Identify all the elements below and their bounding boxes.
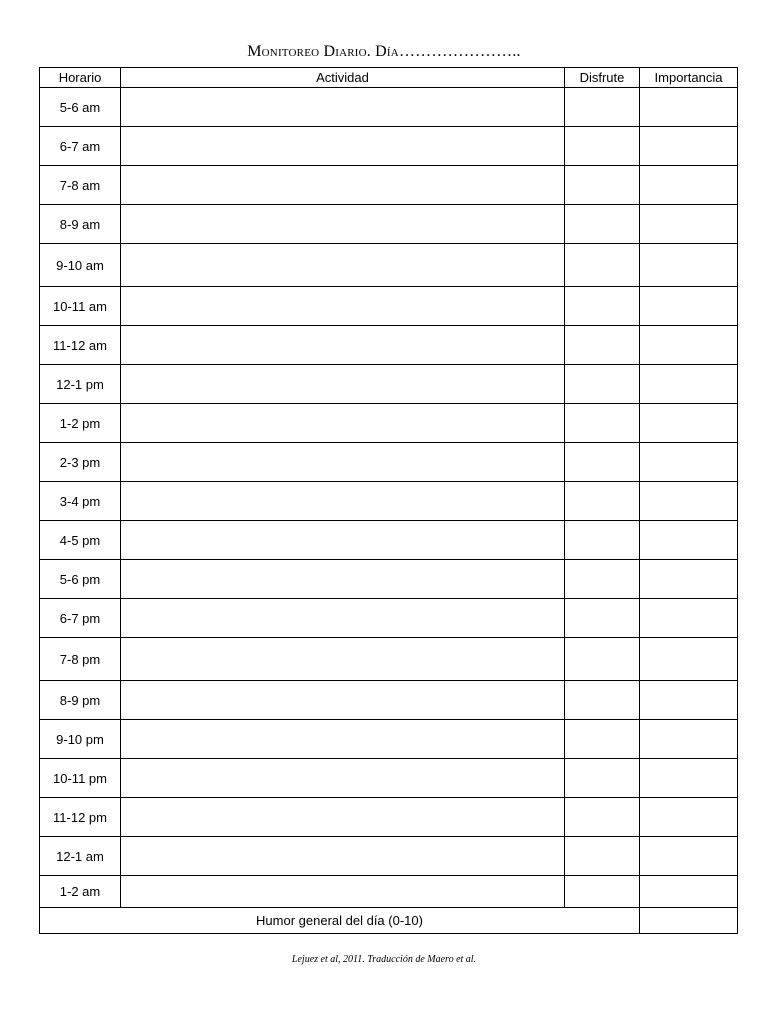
table-row [40, 798, 738, 837]
enjoyment-cell[interactable] [565, 166, 640, 205]
enjoyment-cell[interactable] [565, 521, 640, 560]
table-row [40, 166, 738, 205]
time-slot-label: 3-4 pm [40, 482, 121, 521]
column-header-enjoyment: Disfrute [565, 68, 640, 88]
table-row [40, 681, 738, 720]
enjoyment-cell[interactable] [565, 599, 640, 638]
activity-cell[interactable] [121, 127, 565, 166]
importance-cell[interactable] [640, 287, 738, 326]
importance-cell[interactable] [640, 560, 738, 599]
importance-cell[interactable] [640, 798, 738, 837]
activity-cell[interactable] [121, 876, 565, 908]
activity-cell[interactable] [121, 720, 565, 759]
time-slot-label: 11-12 pm [40, 798, 121, 837]
importance-cell[interactable] [640, 837, 738, 876]
table-body [40, 88, 738, 908]
activity-log-table [39, 67, 738, 934]
time-slot-label: 6-7 am [40, 127, 121, 166]
table-row [40, 599, 738, 638]
mood-cell[interactable] [640, 908, 738, 934]
activity-cell[interactable] [121, 560, 565, 599]
activity-cell[interactable] [121, 638, 565, 681]
time-slot-label: 6-7 pm [40, 599, 121, 638]
table-row [40, 205, 738, 244]
importance-cell[interactable] [640, 599, 738, 638]
time-slot-label: 7-8 pm [40, 638, 121, 681]
activity-cell[interactable] [121, 365, 565, 404]
importance-cell[interactable] [640, 166, 738, 205]
time-slot-label: 8-9 am [40, 205, 121, 244]
importance-cell[interactable] [640, 365, 738, 404]
table-row [40, 443, 738, 482]
activity-cell[interactable] [121, 244, 565, 287]
time-slot-label: 1-2 pm [40, 404, 121, 443]
enjoyment-cell[interactable] [565, 837, 640, 876]
column-header-time: Horario [40, 68, 121, 88]
importance-cell[interactable] [640, 205, 738, 244]
mood-row [40, 908, 738, 934]
table-row [40, 365, 738, 404]
activity-cell[interactable] [121, 287, 565, 326]
time-slot-label: 4-5 pm [40, 521, 121, 560]
activity-cell[interactable] [121, 837, 565, 876]
enjoyment-cell[interactable] [565, 798, 640, 837]
enjoyment-cell[interactable] [565, 720, 640, 759]
enjoyment-cell[interactable] [565, 127, 640, 166]
importance-cell[interactable] [640, 720, 738, 759]
enjoyment-cell[interactable] [565, 638, 640, 681]
time-slot-label: 10-11 am [40, 287, 121, 326]
time-slot-label: 2-3 pm [40, 443, 121, 482]
time-slot-label: 1-2 am [40, 876, 121, 908]
activity-cell[interactable] [121, 681, 565, 720]
enjoyment-cell[interactable] [565, 326, 640, 365]
enjoyment-cell[interactable] [565, 205, 640, 244]
table-row [40, 244, 738, 287]
table-row [40, 287, 738, 326]
importance-cell[interactable] [640, 88, 738, 127]
importance-cell[interactable] [640, 482, 738, 521]
table-row [40, 759, 738, 798]
mood-label: Humor general del día (0-10) [40, 908, 640, 934]
header-row [40, 68, 738, 88]
column-header-importance: Importancia [640, 68, 738, 88]
enjoyment-cell[interactable] [565, 759, 640, 798]
enjoyment-cell[interactable] [565, 244, 640, 287]
importance-cell[interactable] [640, 876, 738, 908]
activity-cell[interactable] [121, 599, 565, 638]
enjoyment-cell[interactable] [565, 482, 640, 521]
time-slot-label: 10-11 pm [40, 759, 121, 798]
activity-cell[interactable] [121, 326, 565, 365]
activity-cell[interactable] [121, 759, 565, 798]
activity-cell[interactable] [121, 521, 565, 560]
enjoyment-cell[interactable] [565, 287, 640, 326]
activity-cell[interactable] [121, 482, 565, 521]
importance-cell[interactable] [640, 638, 738, 681]
time-slot-label: 9-10 pm [40, 720, 121, 759]
time-slot-label: 7-8 am [40, 166, 121, 205]
activity-cell[interactable] [121, 205, 565, 244]
activity-cell[interactable] [121, 443, 565, 482]
enjoyment-cell[interactable] [565, 443, 640, 482]
table-row [40, 127, 738, 166]
enjoyment-cell[interactable] [565, 876, 640, 908]
table-row [40, 326, 738, 365]
importance-cell[interactable] [640, 443, 738, 482]
table-row [40, 404, 738, 443]
enjoyment-cell[interactable] [565, 681, 640, 720]
enjoyment-cell[interactable] [565, 88, 640, 127]
enjoyment-cell[interactable] [565, 404, 640, 443]
table-row [40, 837, 738, 876]
importance-cell[interactable] [640, 521, 738, 560]
importance-cell[interactable] [640, 404, 738, 443]
activity-cell[interactable] [121, 798, 565, 837]
time-slot-label: 5-6 am [40, 88, 121, 127]
activity-cell[interactable] [121, 166, 565, 205]
activity-cell[interactable] [121, 404, 565, 443]
importance-cell[interactable] [640, 127, 738, 166]
table-row [40, 638, 738, 681]
time-slot-label: 5-6 pm [40, 560, 121, 599]
table-row [40, 720, 738, 759]
credit-line: Lejuez et al, 2011. Traducción de Maero et al. [291, 954, 477, 965]
table-row [40, 876, 738, 908]
time-slot-label: 9-10 am [40, 244, 121, 287]
importance-cell[interactable] [640, 326, 738, 365]
activity-cell[interactable] [121, 88, 565, 127]
table-row [40, 560, 738, 599]
time-slot-label: 12-1 am [40, 837, 121, 876]
time-slot-label: 12-1 pm [40, 365, 121, 404]
importance-cell[interactable] [640, 681, 738, 720]
enjoyment-cell[interactable] [565, 560, 640, 599]
importance-cell[interactable] [640, 759, 738, 798]
time-slot-label: 8-9 pm [40, 681, 121, 720]
table-row [40, 482, 738, 521]
table-row [40, 88, 738, 127]
time-slot-label: 11-12 am [40, 326, 121, 365]
importance-cell[interactable] [640, 244, 738, 287]
enjoyment-cell[interactable] [565, 365, 640, 404]
page-title: Monitoreo Diario. Día………………….. [247, 43, 521, 60]
column-header-activity: Actividad [121, 68, 565, 88]
table-row [40, 521, 738, 560]
